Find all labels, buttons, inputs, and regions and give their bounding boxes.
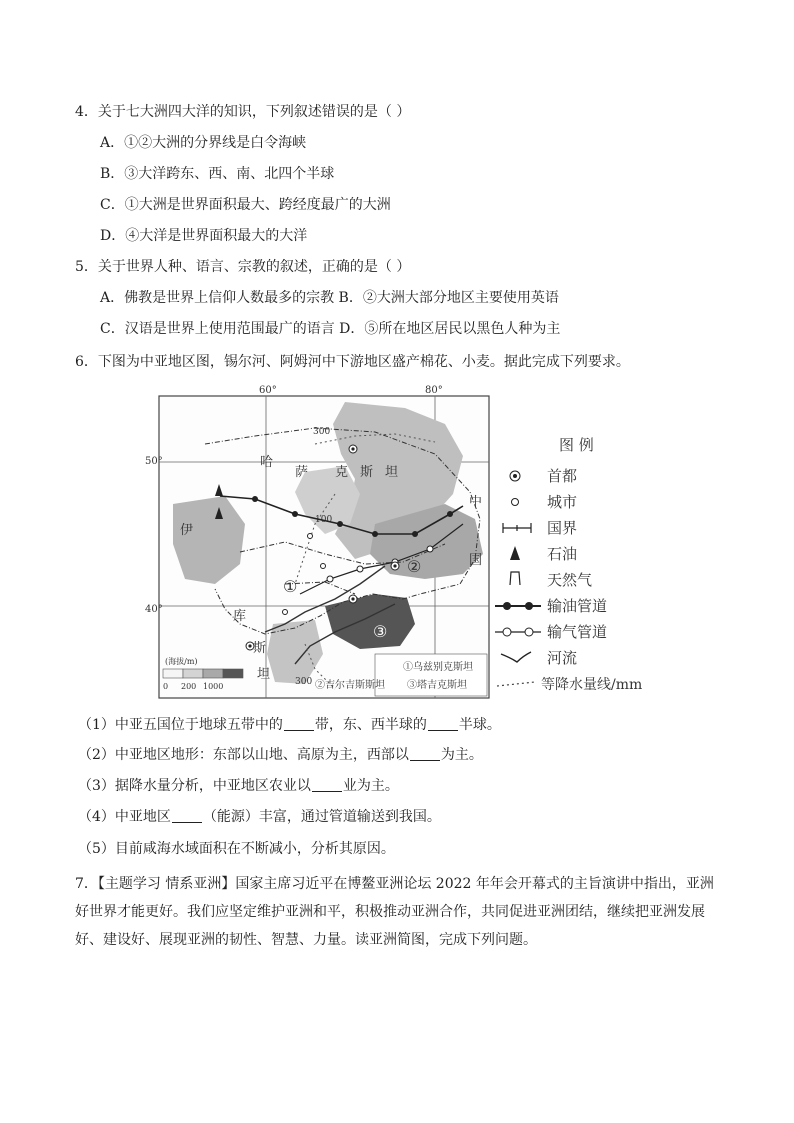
legend-gas-pipeline-label: 输气管道 [547,623,608,641]
lat-label-40: 40° [145,604,163,615]
legend-capital-icon [510,471,520,481]
elevation-tick-200: 200 [181,682,197,691]
q4-option-d: D．④大洋是世界面积最大的大洋 [100,228,308,244]
q6-sub-1: （1）中亚五国位于地球五带中的 带，东、西半球的 半球。 [78,717,501,733]
blank-2[interactable] [410,746,440,761]
blank-1b[interactable] [428,716,458,731]
lat-label-50: 50° [145,456,163,467]
contour-label-100: 100 [315,515,333,525]
label-ha: 哈 [260,455,274,470]
q6-sub-4: （4）中亚地区 （能源）丰富，通过管道输送到我国。 [78,809,441,825]
q5-options-cd: C．汉语是世界上使用范围最广的语言 D．⑤所在地区居民以黑色人种为主 [100,321,561,337]
legend-oil-label: 石油 [547,545,578,563]
q6-sub-2: （2）中亚地区地形：东部以山地、高原为主，西部以 为主。 [78,747,483,763]
legend-border-icon [503,523,531,533]
legend-title: 图 例 [559,436,594,454]
lon-label-80: 80° [425,385,443,396]
label-guo: 国 [469,553,483,568]
question-7-text: 7．【主题学习 情系亚洲】国家主席习近平在博鳌亚洲论坛 2022 年年会开幕式的主旨演讲中指出，亚洲好世界才能更好。我们应坚定维护亚洲和平，积极推动亚洲合作，共同促进亚洲团结，继续把亚洲发展好、建设好、展现亚洲的韧性、智慧、力量。读亚洲简图，完成下列问题。 [75,876,714,948]
legend-gas-label: 天然气 [547,571,593,589]
blank-1a[interactable] [284,716,314,731]
legend-oil-pipeline-label: 输油管道 [547,597,608,615]
legend-isohyet-label: 等降水量线/mm [541,677,643,693]
central-asia-map [145,384,675,702]
legend-gas-icon [510,572,520,585]
legend-river-icon [501,652,531,662]
q4-option-c: C．①大洲是世界面积最大、跨经度最广的大洲 [100,197,391,213]
q4-option-a: A．①②大洲的分界线是白令海峡 [100,135,307,151]
contour-label-300-south: 300 [295,677,313,687]
q6-sub-5: （5）目前咸海水域面积在不断减小，分析其原因。 [78,841,395,857]
q4-option-b: B．③大洋跨东、西、南、北四个半球 [100,166,335,182]
legend-river-label: 河流 [547,649,578,667]
elevation-tick-1000: 1000 [203,682,224,691]
country-key-kyrgyzstan: ②吉尔吉斯斯坦 [315,680,385,691]
label-zhong: 中 [469,495,483,510]
label-si-south: 斯 [253,641,267,656]
label-ku: 库 [233,609,247,624]
legend-city-icon [512,499,519,506]
blank-4[interactable] [172,808,202,823]
legend-gas-pipeline-icon [495,628,541,636]
label-si: 斯 [360,465,374,480]
legend-capital-label: 首都 [547,467,578,485]
elevation-tick-0: 0 [163,682,169,691]
map-number-2: ② [407,557,422,576]
legend-border-label: 国界 [547,519,578,537]
lon-label-60: 60° [259,385,277,396]
q6-sub-3: （3）据降水量分析，中亚地区农业以 业为主。 [78,778,399,794]
label-tan: 坦 [385,465,399,480]
q5-options-ab: A．佛教是世界上信仰人数最多的宗教 B．②大洲大部分地区主要使用英语 [100,290,559,306]
contour-label-300-north: 300 [313,427,331,437]
map-number-3: ③ [373,622,388,641]
question-4-stem: 4．关于七大洲四大洋的知识，下列叙述错误的是（ ） [75,104,411,120]
country-key-uzbekistan: ①乌兹别克斯坦 [403,662,473,673]
legend-city-label: 城市 [547,493,578,511]
question-6-stem: 6．下图为中亚地区图，锡尔河、阿姆河中下游地区盛产棉花、小麦。据此完成下列要求。 [75,354,630,370]
map-number-1: ① [283,577,298,596]
legend-oil-pipeline-icon [495,602,541,610]
question-5-stem: 5．关于世界人种、语言、宗教的叙述，正确的是（ ） [75,259,411,275]
label-tan-south: 坦 [257,667,271,682]
label-sa: 萨 [295,465,309,480]
label-yi: 伊 [180,523,194,538]
blank-3[interactable] [312,777,342,792]
legend-isohyet-icon [497,682,535,686]
elevation-legend-title: (海拔/m) [165,657,198,666]
legend-oil-icon [510,546,520,560]
label-ke: 克 [335,465,349,480]
country-key-tajikistan: ③塔吉克斯坦 [407,680,467,691]
